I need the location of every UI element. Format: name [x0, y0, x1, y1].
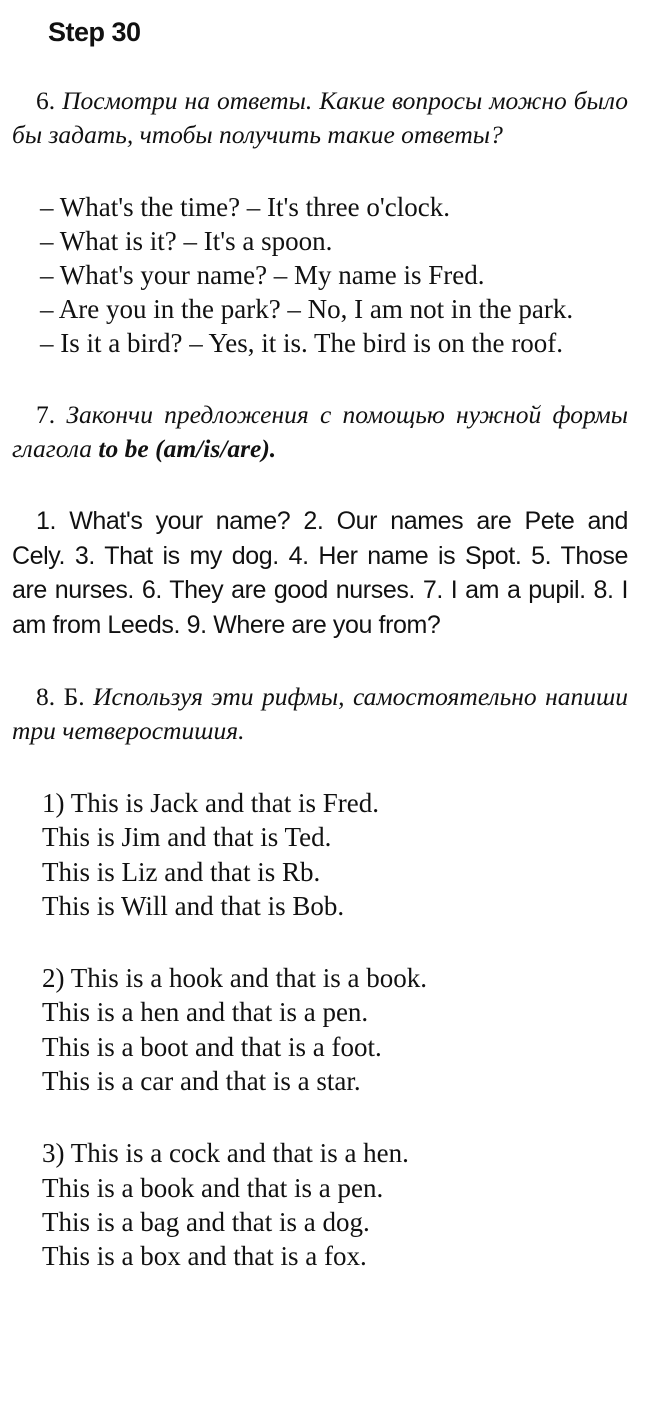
- poem-line: This is a bag and that is a dog.: [42, 1206, 370, 1237]
- task-8: [12, 680, 628, 1274]
- task-7-answers: 1. What's your name? 2. Our names are Pete and Cely. 3. That is my dog. 4. Her name is Spot. 5. Those are nurses. 6. They are good nurses. 7. I am a pupil. 8. I am from Leeds. 9. Where are you from?: [12, 507, 628, 639]
- task-6-number: 6.: [36, 86, 56, 115]
- task-7-heading: [12, 398, 628, 466]
- poem-3: [42, 1136, 628, 1273]
- poem-line: This is a hen and that is a pen.: [42, 997, 369, 1028]
- poem-line: This is a box and that is a fox.: [42, 1241, 367, 1272]
- poem-line: This is Will and that is Bob.: [42, 890, 345, 921]
- task-7: [12, 398, 628, 642]
- task-7-instruction: Закончи предложения с помощью нужной формы глагола: [12, 400, 628, 463]
- dialog-line: – Is it a bird? – Yes, it is. The bird is on the roof.: [40, 328, 563, 358]
- task-8-heading: [12, 680, 628, 748]
- poem-line: This is a book and that is a pen.: [42, 1172, 384, 1203]
- dialog-line: – Are you in the park? – No, I am not in the park.: [40, 294, 574, 324]
- poem-line: 1) This is Jack and that is Fred.: [42, 788, 379, 818]
- poem-line: 2) This is a hook and that is a book.: [42, 963, 427, 994]
- task-6-instruction: Посмотри на ответы. Какие вопросы можно было бы задать, чтобы получить такие ответы?: [12, 86, 628, 149]
- poem-line: This is Jim and that is Ted.: [42, 822, 332, 853]
- task-6: [12, 84, 628, 360]
- poem-line: 3) This is a cock and that is a hen.: [42, 1138, 409, 1169]
- task-7-number: 7.: [36, 400, 56, 429]
- poem-line: This is a boot and that is a foot.: [42, 1031, 382, 1062]
- poem-line: This is a car and that is a star.: [42, 1066, 361, 1097]
- task-6-dialog: [12, 190, 628, 360]
- task-6-heading: [12, 84, 628, 152]
- dialog-line: – What's your name? – My name is Fred.: [40, 260, 485, 290]
- task-8-number: 8. Б.: [36, 682, 85, 711]
- dialog-line: – What is it? – It's a spoon.: [40, 226, 333, 256]
- step-title: Step 30: [48, 17, 141, 47]
- task-7-term: to be (am/is/are).: [98, 434, 277, 463]
- task-8-instruction: Используя эти рифмы, самостоятельно напиши три четверостишия.: [12, 682, 628, 745]
- poem-line: This is Liz and that is Rb.: [42, 856, 321, 887]
- poem-1: [42, 786, 628, 923]
- poem-2: [42, 961, 628, 1098]
- dialog-line: – What's the time? – It's three o'clock.: [40, 192, 450, 222]
